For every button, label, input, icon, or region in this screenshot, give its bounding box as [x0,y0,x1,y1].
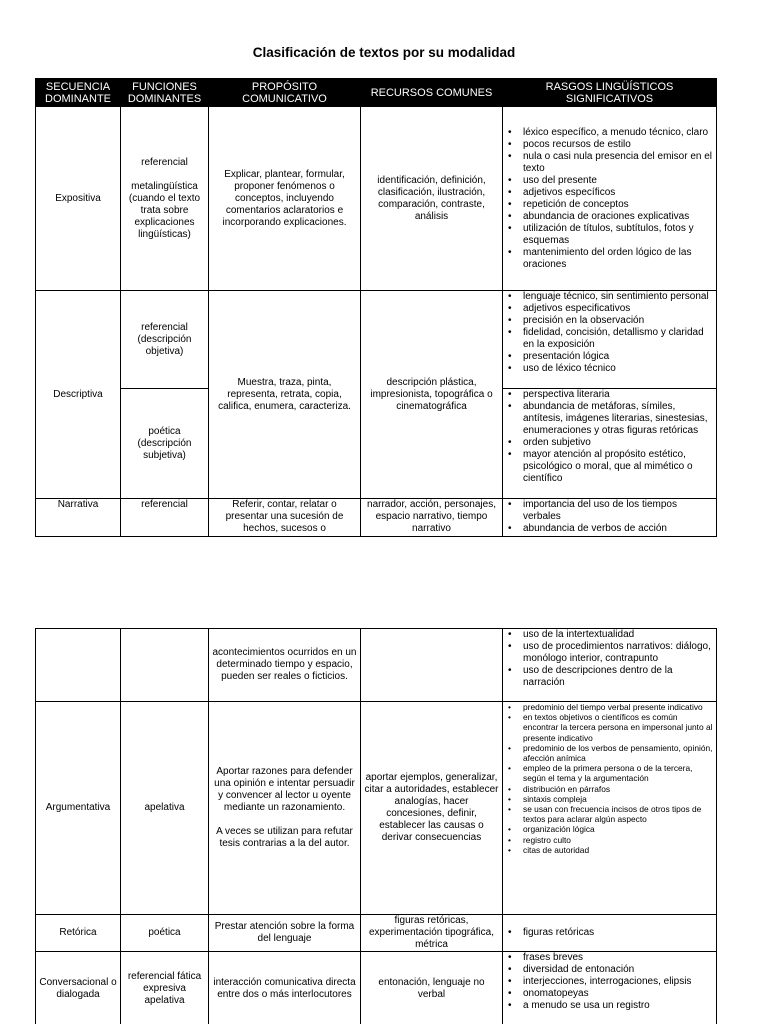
cell-secuencia: Argumentativa [36,702,121,915]
cell-proposito: Explicar, plantear, formular, proponer fenómenos o conceptos, incluyendo comentarios aclaratorios e incorporando explicaciones. [209,107,361,291]
cell-rasgos [503,629,717,702]
cell-secuencia: Retórica [36,915,121,952]
list-item: • empleo de la primera persona o de la tercera, según el tema y la argumentación [523,763,713,783]
cell-secuencia: Conversacional o dialogada [36,952,121,1024]
document-title: Clasificación de textos por su modalidad [252,45,516,60]
header-funciones: FUNCIONES DOMINANTES [121,79,209,107]
list-item: • predominio de los verbos de pensamiento, opinión, afección anímica [523,743,713,763]
list-item: • repetición de conceptos [523,199,713,211]
list-item: • lenguaje técnico, sin sentimiento personal [523,291,713,303]
cell-proposito: interacción comunicativa directa entre dos o más interlocutores [209,952,361,1024]
table-row [36,629,717,702]
list-item: • sintaxis compleja [523,794,713,804]
list-item: • en textos objetivos o científicos es común encontrar la tercera persona en impersonal junto al presente indicativo [523,712,713,743]
proposito-text: Aportar razones para defender una opinión e intentar persuadir y convencer al lector u oyente mediante un razonamiento. [214,766,355,813]
list-item: • adjetivos específicos [523,187,713,199]
cell-funciones: poética (descripción subjetiva) [121,389,209,499]
proposito-text: A veces se utilizan para refutar tesis contrarias a la del autor. [216,826,353,849]
list-item: • uso de descripciones dentro de la narración [523,665,713,689]
cell-recursos: descripción plástica, impresionista, topográfica o cinematográfica [361,291,503,499]
rasgos-list [523,127,713,271]
cell-recursos [361,629,503,702]
list-item: • abundancia de oraciones explicativas [523,211,713,223]
list-item: • se usan con frecuencia incisos de otros tipos de textos para aclarar algún aspecto [523,804,713,824]
list-item: • importancia del uso de los tiempos verbales [523,499,713,523]
list-item: • diversidad de entonación [523,964,713,976]
cell-recursos: entonación, lenguaje no verbal [361,952,503,1024]
cell-secuencia: Descriptiva [36,291,121,499]
rasgos-list [523,702,713,855]
cell-proposito: acontecimientos ocurridos en un determinado tiempo y espacio, pueden ser reales o ficticios. [209,629,361,702]
list-item: • organización lógica [523,824,713,834]
list-item: • uso de léxico técnico [523,363,713,375]
classification-table [35,78,717,537]
cell-recursos: identificación, definición, clasificación, ilustración, comparación, contraste, análisis [361,107,503,291]
list-item: • uso de procedimientos narrativos: diálogo, monólogo interior, contrapunto [523,641,713,665]
rasgos-list [523,389,713,485]
rasgos-list [523,927,713,939]
funcion-text: metalingüística (cuando el texto trata sobre explicaciones lingüísticas) [128,180,201,240]
cell-proposito [209,702,361,915]
cell-secuencia: Narrativa [36,499,121,537]
rasgos-list [523,629,713,689]
list-item: • abundancia de verbos de acción [523,523,713,535]
cell-rasgos [503,702,717,915]
cell-funciones: referencial [121,499,209,537]
list-item: • citas de autoridad [523,845,713,855]
cell-rasgos [503,952,717,1024]
cell-recursos: figuras retóricas, experimentación tipográfica, métrica [361,915,503,952]
cell-proposito: Referir, contar, relatar o presentar una sucesión de hechos, sucesos o [209,499,361,537]
cell-secuencia: Expositiva [36,107,121,291]
cell-recursos: narrador, acción, personajes, espacio narrativo, tiempo narrativo [361,499,503,537]
list-item: • distribución en párrafos [523,784,713,794]
list-item: • mantenimiento del orden lógico de las oraciones [523,247,713,271]
funcion-text: referencial [141,156,188,168]
cell-funciones: apelativa [121,702,209,915]
list-item: • uso del presente [523,175,713,187]
cell-proposito: Muestra, traza, pinta, representa, retrata, copia, califica, enumera, caracteriza. [209,291,361,499]
table-header-row [36,79,717,107]
table-row [36,952,717,1024]
list-item: • onomatopeyas [523,988,713,1000]
cell-rasgos [503,291,717,389]
list-item: • pocos recursos de estilo [523,139,713,151]
classification-table-continued [35,628,717,1024]
list-item: • fidelidad, concisión, detallismo y claridad en la exposición [523,327,713,351]
cell-funciones [121,629,209,702]
cell-funciones: poética [121,915,209,952]
cell-rasgos [503,389,717,499]
table-row [36,499,717,537]
cell-funciones: referencial fática expresiva apelativa [121,952,209,1024]
list-item: • registro culto [523,835,713,845]
cell-funciones [121,107,209,291]
table-row [36,915,717,952]
list-item: • mayor atención al propósito estético, psicológico o moral, que al mimético o científico [523,449,713,485]
list-item: • predominio del tiempo verbal presente indicativo [523,702,713,712]
list-item: • presentación lógica [523,351,713,363]
list-item: • léxico específico, a menudo técnico, claro [523,127,713,139]
list-item: • precisión en la observación [523,315,713,327]
list-item: • uso de la intertextualidad [523,629,713,641]
list-item: • figuras retóricas [523,927,713,939]
list-item: • adjetivos especificativos [523,303,713,315]
cell-proposito: Prestar atención sobre la forma del lenguaje [209,915,361,952]
table-row [36,291,717,389]
list-item: • a menudo se usa un registro [523,1000,713,1012]
list-item: • abundancia de metáforas, símiles, antítesis, imágenes literarias, sinestesias, enumeraciones y otras figuras retóricas [523,401,713,437]
cell-rasgos [503,915,717,952]
table-row [36,702,717,915]
header-secuencia: SECUENCIA DOMINANTE [36,79,121,107]
list-item: • perspectiva literaria [523,389,713,401]
list-item: • interjecciones, interrogaciones, elipsis [523,976,713,988]
list-item: • utilización de títulos, subtítulos, fotos y esquemas [523,223,713,247]
cell-funciones: referencial (descripción objetiva) [121,291,209,389]
header-rasgos: RASGOS LINGÜÍSTICOS SIGNIFICATIVOS [503,79,717,107]
header-recursos: RECURSOS COMUNES [361,79,503,107]
cell-rasgos [503,499,717,537]
rasgos-list [523,952,713,1012]
cell-secuencia [36,629,121,702]
rasgos-list [523,291,713,375]
cell-recursos: aportar ejemplos, generalizar, citar a autoridades, establecer analogías, hacer concesiones, definir, establecer las causas o derivar consecuencias [361,702,503,915]
rasgos-list [523,499,713,535]
list-item: • frases breves [523,952,713,964]
list-item: • orden subjetivo [523,437,713,449]
table-row [36,107,717,291]
document-page-2 [0,600,768,1024]
cell-rasgos [503,107,717,291]
header-proposito: PROPÓSITO COMUNICATIVO [209,79,361,107]
list-item: • nula o casi nula presencia del emisor en el texto [523,151,713,175]
